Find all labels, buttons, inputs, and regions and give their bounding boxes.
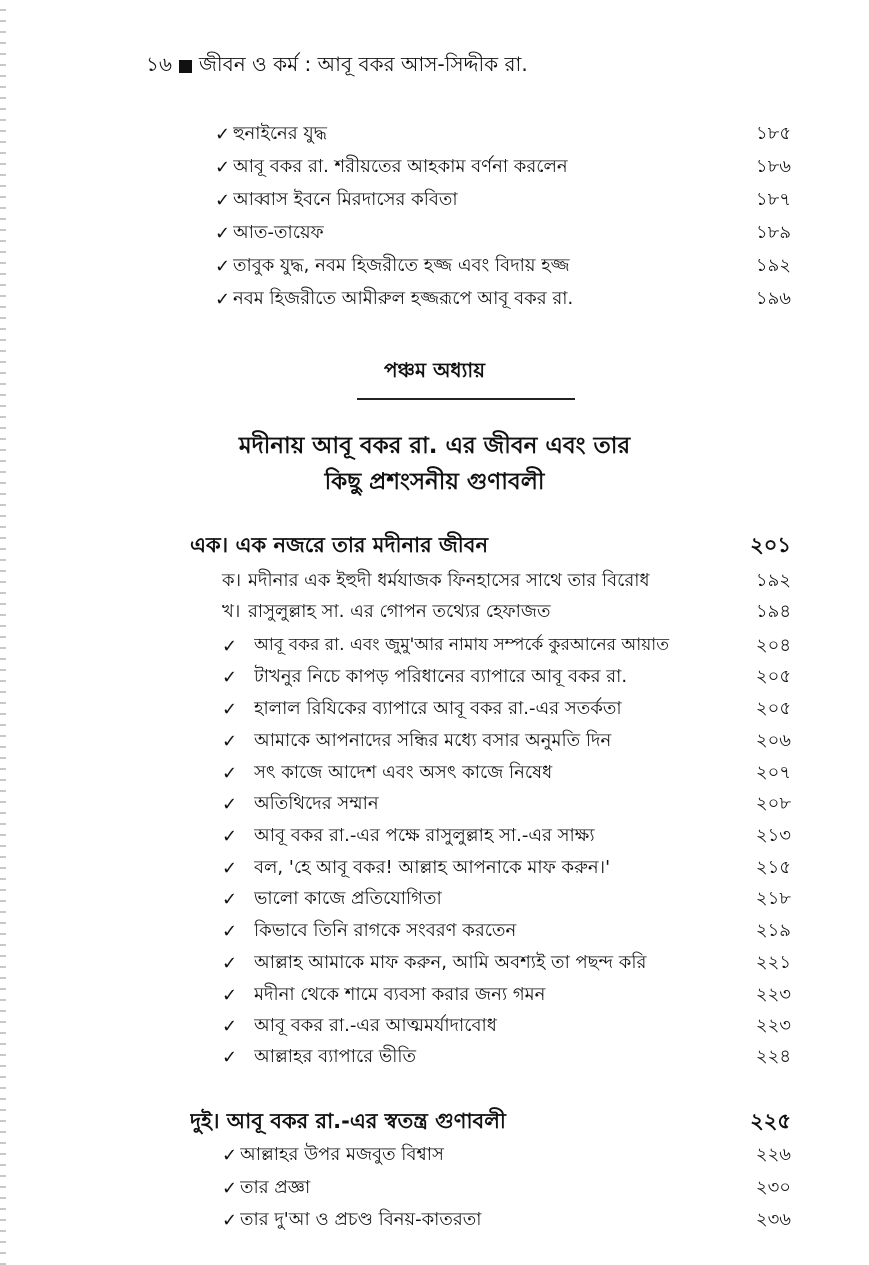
check-icon: ✓ (215, 189, 231, 211)
toc-entry[interactable] (215, 120, 791, 148)
toc-entry-title: আল্লাহর উপর মজবুত বিশ্বাস (240, 1143, 444, 1165)
check-icon: ✓ (215, 288, 231, 310)
toc-entry-page: ২০৬ (755, 729, 791, 751)
toc-entry-title: আল্লাহ আমাকে মাফ করুন, আমি অবশ্যই তা পছন্দ করি (254, 951, 647, 973)
toc-entry-page: ১৯২ (755, 569, 791, 591)
toc-entry-title: তাবুক যুদ্ধ, নবম হিজরীতে হজ্জ এবং বিদায় হজ্জ (233, 254, 570, 276)
toc-entry[interactable] (222, 1043, 791, 1071)
check-icon: ✓ (215, 222, 231, 244)
section-heading[interactable] (190, 532, 791, 560)
toc-entry-page: ২৩০ (755, 1176, 791, 1198)
toc-entry[interactable] (222, 695, 791, 723)
section-title: দুই। আবূ বকর রা.-এর স্বতন্ত্র গুণাবলী (190, 1108, 506, 1133)
check-icon: ✓ (222, 920, 238, 942)
toc-entry[interactable] (215, 285, 791, 313)
check-icon: ✓ (222, 635, 238, 657)
toc-entry-page: ১৮৭ (755, 188, 791, 210)
square-bullet-icon (179, 60, 192, 73)
check-icon: ✓ (222, 857, 238, 879)
check-icon: ✓ (222, 952, 238, 974)
toc-entry[interactable] (222, 567, 791, 595)
toc-entry-page: ২০৮ (755, 792, 791, 814)
check-icon: ✓ (222, 666, 238, 688)
toc-entry-title: আত-তায়েফ (233, 221, 324, 243)
toc-entry[interactable] (222, 727, 791, 755)
toc-entry-page: ২০৫ (755, 697, 791, 719)
toc-entry-page: ২২৩ (755, 1014, 791, 1036)
section-page: ২২৫ (750, 1108, 791, 1133)
toc-entry-title: ভালো কাজে প্রতিযোগিতা (254, 887, 442, 909)
toc-entry-page: ১৮৫ (755, 122, 791, 144)
toc-entry-title: রাসুলুল্লাহ সা. এর গোপন তথ্যের হেফাজত (248, 600, 551, 622)
toc-entry-page: ১৯২ (755, 254, 791, 276)
toc-entry-page: ১৮৯ (755, 221, 791, 243)
toc-entry[interactable] (222, 981, 791, 1009)
toc-entry-title: কিভাবে তিনি রাগকে সংবরণ করতেন (254, 919, 517, 941)
check-icon: ✓ (222, 1046, 238, 1068)
toc-entry-title: হুনাইনের যুদ্ধ (233, 122, 327, 144)
toc-entry-page: ২০৭ (755, 761, 791, 783)
toc-entry-page: ১৮৬ (755, 155, 791, 177)
toc-entry[interactable] (222, 790, 791, 818)
check-icon: ✓ (222, 730, 238, 752)
toc-entry[interactable] (222, 759, 791, 787)
header-book-title: জীবন ও কর্ম : আবূ বকর আস-সিদ্দীক রা. (198, 52, 528, 76)
check-icon: ✓ (215, 255, 231, 277)
toc-entry[interactable] (222, 1012, 791, 1040)
toc-entry-page: ২২৬ (755, 1143, 791, 1165)
toc-entry-page: ২০৫ (755, 665, 791, 687)
check-icon: ✓ (222, 698, 238, 720)
check-icon: ✓ (215, 156, 231, 178)
check-icon: ✓ (222, 1209, 238, 1231)
toc-entry-title: নবম হিজরীতে আমীরুল হজ্জরূপে আবূ বকর রা. (233, 287, 574, 309)
toc-entry[interactable] (222, 917, 791, 945)
toc-entry-page: ২০৪ (755, 634, 791, 656)
section-heading[interactable] (190, 1108, 791, 1136)
toc-entry-page: ২১৫ (755, 856, 791, 878)
toc-entry[interactable] (222, 663, 791, 691)
toc-entry-title: তার দু'আ ও প্রচণ্ড বিনয়-কাতরতা (240, 1208, 482, 1230)
toc-entry-title: আবূ বকর রা.-এর পক্ষে রাসুলুল্লাহ সা.-এর সাক্ষ্য (254, 824, 595, 846)
scan-edge-marks (0, 0, 6, 1265)
toc-entry-page: ২২৩ (755, 983, 791, 1005)
toc-entry[interactable] (222, 1174, 791, 1202)
toc-entry[interactable] (222, 598, 791, 626)
toc-entry-title: মদীনার এক ইহুদী ধর্মযাজক ফিনহাসের সাথে তার বিরোধ (248, 569, 650, 591)
toc-entry-page: ২১৩ (755, 824, 791, 846)
toc-entry-title: মদীনা থেকে শামে ব্যবসা করার জন্য গমন (254, 983, 546, 1005)
header-page-number: ১৬ (146, 52, 172, 76)
toc-entry-page: ১৯৬ (755, 287, 791, 309)
chapter-title-line2: কিছু প্রশংসনীয় গুণাবলী (324, 469, 545, 495)
toc-entry-page: ২৩৬ (755, 1208, 791, 1230)
toc-entry[interactable] (215, 186, 791, 214)
toc-entry-page: ২১৮ (755, 887, 791, 909)
toc-entry-title: আবূ বকর রা.-এর আত্মমর্যাদাবোধ (254, 1014, 497, 1036)
toc-entry-page: ১৯৪ (755, 600, 791, 622)
section-page: ২০১ (750, 532, 791, 557)
item-marker: খ। (222, 600, 241, 622)
chapter-title-line1: মদীনায় আবূ বকর রা. এর জীবন এবং তার (238, 433, 631, 459)
divider-rule (357, 398, 575, 400)
check-icon: ✓ (222, 984, 238, 1006)
check-icon: ✓ (222, 793, 238, 815)
toc-entry[interactable] (222, 822, 791, 850)
toc-entry-title: আব্বাস ইবনে মিরদাসের কবিতা (233, 188, 458, 210)
toc-entry-page: ২১৯ (755, 919, 791, 941)
toc-entry-title: আবূ বকর রা. এবং জুমু'আর নামায সম্পর্কে কুরআনের আয়াত (254, 635, 669, 655)
toc-entry[interactable] (215, 219, 791, 247)
toc-entry[interactable] (215, 153, 791, 181)
check-icon: ✓ (222, 1177, 238, 1199)
toc-entry[interactable] (222, 854, 791, 882)
toc-entry[interactable] (222, 885, 791, 913)
item-marker: ক। (222, 569, 242, 591)
toc-entry-title: আমাকে আপনাদের সন্ধির মধ্যে বসার অনুমতি দিন (254, 729, 612, 751)
toc-entry-title: অতিথিদের সম্মান (254, 792, 379, 814)
check-icon: ✓ (222, 762, 238, 784)
toc-entry-title: আল্লাহর ব্যাপারে ভীতি (254, 1045, 417, 1067)
toc-entry[interactable] (222, 1206, 791, 1234)
check-icon: ✓ (222, 1015, 238, 1037)
page-header (146, 50, 528, 83)
chapter-heading: পঞ্চম অধ্যায় (383, 358, 486, 382)
toc-entry-page: ২২৪ (755, 1045, 791, 1067)
section-title: এক। এক নজরে তার মদীনার জীবন (190, 532, 489, 557)
toc-entry[interactable] (222, 1141, 791, 1169)
toc-entry-title: হালাল রিযিকের ব্যাপারে আবূ বকর রা.-এর সতর্কতা (254, 697, 622, 719)
toc-entry-title: বল, 'হে আবূ বকর! আল্লাহ আপনাকে মাফ করুন।' (254, 856, 611, 878)
toc-entry-title: আবূ বকর রা. শরীয়তের আহকাম বর্ণনা করলেন (233, 155, 568, 177)
check-icon: ✓ (222, 888, 238, 910)
toc-entry-title: টাখনুর নিচে কাপড় পরিধানের ব্যাপারে আবূ বকর রা. (254, 665, 628, 687)
toc-entry-page: ২২১ (755, 951, 791, 973)
toc-entry[interactable] (222, 632, 791, 660)
check-icon: ✓ (222, 825, 238, 847)
check-icon: ✓ (222, 1144, 238, 1166)
toc-entry[interactable] (215, 252, 791, 280)
toc-entry[interactable] (222, 949, 791, 977)
check-icon: ✓ (215, 123, 231, 145)
toc-entry-title: সৎ কাজে আদেশ এবং অসৎ কাজে নিষেধ (254, 761, 553, 783)
toc-entry-title: তার প্রজ্ঞা (240, 1176, 311, 1198)
